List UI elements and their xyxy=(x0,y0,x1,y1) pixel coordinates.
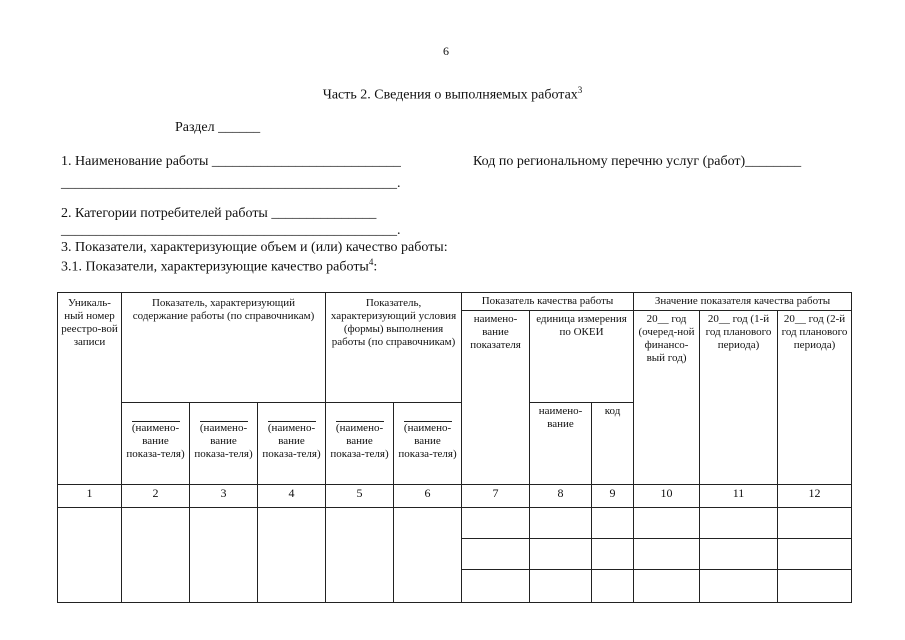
column-number: 1 xyxy=(58,485,122,508)
quality-heading-text: 3.1. Показатели, характеризующие качество работы xyxy=(61,259,369,275)
subheader-unit-name: наимено-вание xyxy=(530,403,592,485)
column-number: 10 xyxy=(634,485,700,508)
consumers-line: 2. Категории потребителей работы _______________ xyxy=(61,206,377,221)
quality-table xyxy=(57,292,852,603)
header-year-current: 20__ год (очеред-ной финансо-вый год) xyxy=(634,311,700,485)
header-year-plan2: 20__ год (2-й год планового периода) xyxy=(778,311,852,485)
data-cell[interactable] xyxy=(258,508,326,603)
column-number: 3 xyxy=(190,485,258,508)
column-number: 7 xyxy=(462,485,530,508)
subheader-text: (наимено-вание показа-теля) xyxy=(330,422,389,460)
column-number: 6 xyxy=(394,485,462,508)
header-conditions-indicator: Показатель, характеризующий условия (формы) выполнения работы (по справочникам) xyxy=(326,293,462,403)
data-cell[interactable] xyxy=(634,539,700,570)
header-content-indicator: Показатель, характеризующий содержание работы (по справочникам) xyxy=(122,293,326,403)
data-cell[interactable] xyxy=(634,570,700,603)
title-footnote: 3 xyxy=(577,85,583,95)
code-line: Код по региональному перечню услуг (работ)________ xyxy=(473,154,802,169)
data-cell[interactable] xyxy=(530,508,592,539)
subheader-content-2 xyxy=(190,403,258,485)
column-number: 12 xyxy=(778,485,852,508)
section-label: Раздел ______ xyxy=(175,120,261,135)
data-cell[interactable] xyxy=(462,570,530,603)
data-cell[interactable] xyxy=(462,539,530,570)
data-cell[interactable] xyxy=(592,508,634,539)
data-cell[interactable] xyxy=(634,508,700,539)
data-cell[interactable] xyxy=(394,508,462,603)
data-cell[interactable] xyxy=(592,570,634,603)
column-number: 11 xyxy=(700,485,778,508)
page-number: 6 xyxy=(443,44,449,58)
data-cell[interactable] xyxy=(58,508,122,603)
subheader-unit-code: код xyxy=(592,403,634,485)
consumers-continuation: ________________________________________________. xyxy=(61,223,401,238)
data-cell[interactable] xyxy=(778,570,852,603)
subheader-condition-1 xyxy=(326,403,394,485)
quality-indicators-heading: 3.1. Показатели, характеризующие качество работы$^4$: xyxy=(61,257,378,275)
header-unique-number: Уникаль-ный номер реестро-вой записи xyxy=(58,293,122,485)
subheader-text: (наимено-вание показа-теля) xyxy=(194,422,253,460)
data-cell[interactable] xyxy=(592,539,634,570)
quality-heading-footnote: 4 xyxy=(368,257,374,267)
indicators-heading: 3. Показатели, характеризующие объем и (или) качество работы: xyxy=(61,240,448,255)
data-cell[interactable] xyxy=(778,539,852,570)
header-quality-indicator: Показатель качества работы xyxy=(462,293,634,311)
header-unit: единица измерения по ОКЕИ xyxy=(530,311,634,403)
title-text: Часть 2. Сведения о выполняемых работах xyxy=(322,87,578,103)
data-cell[interactable] xyxy=(700,570,778,603)
column-number: 8 xyxy=(530,485,592,508)
column-number: 4 xyxy=(258,485,326,508)
header-quality-value: Значение показателя качества работы xyxy=(634,293,852,311)
data-cell[interactable] xyxy=(530,539,592,570)
data-cell[interactable] xyxy=(122,508,190,603)
data-cell[interactable] xyxy=(462,508,530,539)
data-cell[interactable] xyxy=(700,508,778,539)
subheader-condition-2 xyxy=(394,403,462,485)
header-year-plan1: 20__ год (1-й год планового периода) xyxy=(700,311,778,485)
data-cell[interactable] xyxy=(190,508,258,603)
column-number: 9 xyxy=(592,485,634,508)
column-number: 2 xyxy=(122,485,190,508)
column-number: 5 xyxy=(326,485,394,508)
subheader-text: (наимено-вание показа-теля) xyxy=(398,422,457,460)
data-cell[interactable] xyxy=(326,508,394,603)
data-cell[interactable] xyxy=(778,508,852,539)
work-name-line: 1. Наименование работы ___________________________ xyxy=(61,154,401,169)
page-title xyxy=(0,85,905,104)
data-cell[interactable] xyxy=(700,539,778,570)
subheader-text: (наимено-вание показа-теля) xyxy=(126,422,185,460)
header-indicator-name: наимено-вание показателя xyxy=(462,311,530,485)
subheader-content-1 xyxy=(122,403,190,485)
subheader-text: (наимено-вание показа-теля) xyxy=(262,422,321,460)
data-cell[interactable] xyxy=(530,570,592,603)
work-name-continuation: ________________________________________________. xyxy=(61,176,401,191)
subheader-content-3 xyxy=(258,403,326,485)
